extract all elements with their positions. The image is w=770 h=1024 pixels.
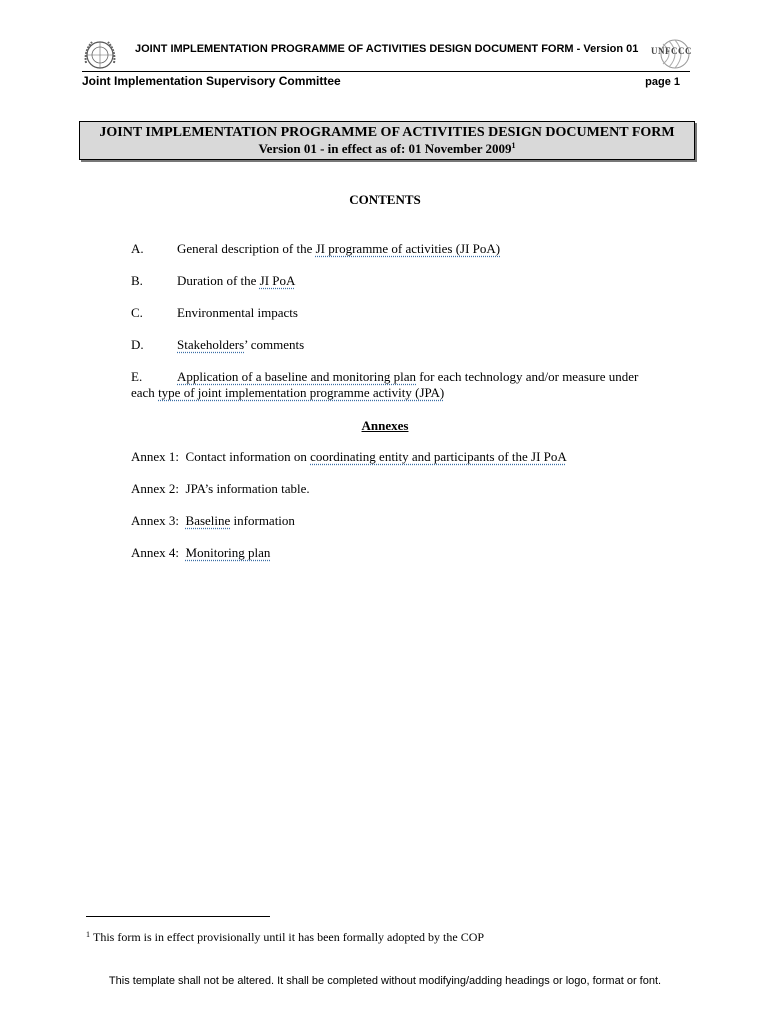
toc-link[interactable]: Stakeholders bbox=[177, 337, 245, 352]
toc-text: General description of the bbox=[177, 241, 316, 256]
annex-label: Annex 3: bbox=[131, 513, 186, 528]
header-title: JOINT IMPLEMENTATION PROGRAMME OF ACTIVITIES DESIGN DOCUMENT FORM - Version 01 bbox=[135, 43, 639, 55]
toc-item-a[interactable] bbox=[0, 241, 770, 259]
toc-text: for each technology and/or measure under bbox=[416, 369, 639, 384]
annexes-heading: Annexes bbox=[361, 418, 409, 433]
footnote bbox=[86, 930, 484, 945]
toc-link[interactable]: JI PoA bbox=[259, 273, 296, 288]
annex-label: Annex 1: bbox=[131, 449, 186, 464]
page-footer: This template shall not be altered. It shall be completed without modifying/adding headings or logo, format or font. bbox=[108, 975, 662, 987]
toc-text: Environmental impacts bbox=[177, 305, 298, 320]
page-number: page 1 bbox=[645, 76, 680, 88]
toc-text: Duration of the bbox=[177, 273, 260, 288]
annex-item-3[interactable] bbox=[131, 513, 295, 529]
annex-item-4[interactable] bbox=[131, 545, 270, 561]
toc-letter: B. bbox=[131, 273, 143, 288]
toc-link[interactable]: JI programme of activities (JI PoA) bbox=[315, 241, 501, 256]
footnote-divider bbox=[86, 916, 270, 917]
annex-item-2[interactable] bbox=[131, 481, 310, 497]
toc-link[interactable]: Application of a baseline and monitoring plan bbox=[177, 369, 416, 384]
committee-name: Joint Implementation Supervisory Committee bbox=[82, 74, 341, 88]
unfccc-logo-text: UNFCCC bbox=[651, 46, 692, 56]
form-title: JOINT IMPLEMENTATION PROGRAMME OF ACTIVITIES DESIGN DOCUMENT FORM bbox=[99, 125, 675, 140]
contents-heading: CONTENTS bbox=[349, 192, 421, 207]
toc-text: ’ comments bbox=[244, 337, 305, 352]
annex-link[interactable]: coordinating entity and participants of the JI PoA bbox=[310, 449, 567, 464]
form-version-text: Version 01 - in effect as of: 01 November 2009 bbox=[258, 141, 512, 156]
toc-item-e[interactable] bbox=[0, 369, 770, 405]
header-divider bbox=[82, 71, 690, 72]
toc-letter: E. bbox=[131, 369, 143, 384]
toc-item-c[interactable] bbox=[0, 305, 770, 323]
footnote-number: 1 bbox=[86, 930, 90, 939]
annex-item-1[interactable] bbox=[131, 449, 567, 465]
toc-link[interactable]: type of joint implementation programme activity (JPA) bbox=[158, 385, 445, 400]
toc-letter: A. bbox=[131, 241, 144, 256]
unfccc-logo bbox=[645, 38, 691, 70]
toc-text: each bbox=[131, 385, 159, 400]
footnote-text: This form is in effect provisionally until it has been formally adopted by the COP bbox=[93, 930, 485, 944]
toc-letter: C. bbox=[131, 305, 143, 320]
annex-link[interactable]: Baseline bbox=[185, 513, 231, 528]
un-emblem-logo bbox=[82, 37, 118, 73]
annex-text: information bbox=[230, 513, 295, 528]
toc-item-b[interactable] bbox=[0, 273, 770, 291]
form-title-box bbox=[79, 121, 695, 160]
footnote-ref: 1 bbox=[511, 141, 516, 150]
toc-item-d[interactable] bbox=[0, 337, 770, 355]
form-version bbox=[80, 141, 694, 157]
annex-text: Contact information on bbox=[185, 449, 311, 464]
annex-link[interactable]: Monitoring plan bbox=[185, 545, 271, 560]
annex-label: Annex 2: bbox=[131, 481, 186, 496]
annex-label: Annex 4: bbox=[131, 545, 186, 560]
annex-text: JPA’s information table. bbox=[185, 481, 310, 496]
toc-letter: D. bbox=[131, 337, 144, 352]
